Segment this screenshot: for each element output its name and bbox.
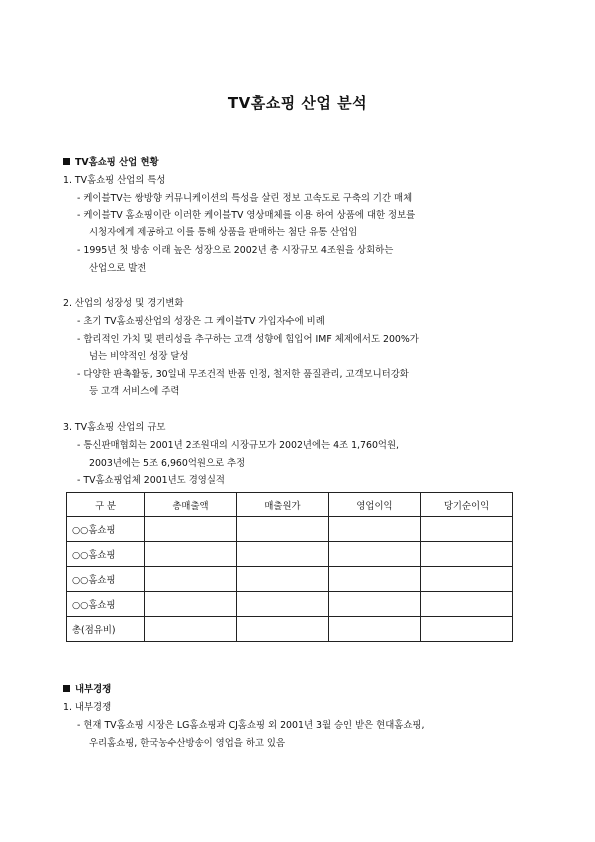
table-cell	[421, 617, 513, 642]
table-header-cell: 당기순이익	[421, 493, 513, 517]
table-cell	[237, 592, 329, 617]
section-heading-industry-status	[63, 157, 159, 169]
table-cell	[329, 567, 421, 592]
table-cell	[237, 617, 329, 642]
table-cell	[329, 592, 421, 617]
table-cell	[421, 542, 513, 567]
bullet-line: - 합리적인 가치 및 편리성을 추구하는 고객 성향에 힘입어 IMF 체제에서도 200%가	[77, 334, 419, 345]
table-cell	[145, 617, 237, 642]
table-row	[67, 592, 513, 617]
subsection-label: 1. 내부경쟁	[63, 702, 112, 713]
table-header-row	[67, 493, 513, 517]
table-row-label: ○○홈쇼핑	[67, 592, 145, 617]
bullet-continuation: 산업으로 발전	[89, 263, 147, 274]
table-cell	[421, 567, 513, 592]
table-cell	[145, 592, 237, 617]
bullet-continuation: 등 고객 서비스에 주력	[89, 386, 180, 397]
table-header-cell: 구 분	[67, 493, 145, 517]
bullet-line: - 케이블TV는 쌍방향 커뮤니케이션의 특성을 살린 정보 고속도로 구축의 기간 매체	[77, 193, 413, 204]
table-row	[67, 542, 513, 567]
square-bullet-icon	[63, 158, 70, 165]
table-cell	[329, 517, 421, 542]
table-cell	[421, 592, 513, 617]
section-heading-text: TV홈쇼핑 산업 현황	[75, 157, 159, 168]
table-cell	[145, 567, 237, 592]
performance-table	[66, 492, 513, 642]
bullet-continuation: 시청자에게 제공하고 이를 통해 상품을 판매하는 첨단 유통 산업임	[89, 227, 358, 238]
table-cell	[145, 517, 237, 542]
table-cell	[237, 517, 329, 542]
table-row	[67, 567, 513, 592]
section-heading-internal-competition	[63, 684, 111, 696]
table-row-total	[67, 617, 513, 642]
bullet-line: - 케이블TV 홈쇼핑이란 이러한 케이블TV 영상매체를 이용 하여 상품에 대한 정보를	[77, 210, 416, 221]
table-header-cell: 매출원가	[237, 493, 329, 517]
document-title: TV홈쇼핑 산업 분석	[227, 94, 368, 112]
table-cell	[145, 542, 237, 567]
bullet-line: - 다양한 판촉활동, 30일내 무조건적 반품 인정, 철저한 품질관리, 고객모니터강화	[77, 369, 409, 380]
table-cell	[237, 542, 329, 567]
section-heading-text: 내부경쟁	[75, 684, 112, 695]
bullet-line: - 1995년 첫 방송 이래 높은 성장으로 2002년 총 시장규모 4조원을 상회하는	[77, 245, 394, 256]
table-cell	[421, 517, 513, 542]
table-row-label: ○○홈쇼핑	[67, 517, 145, 542]
table-cell	[329, 542, 421, 567]
subsection-label: 1. TV홈쇼핑 산업의 특성	[63, 175, 166, 186]
table-header-cell: 총매출액	[145, 493, 237, 517]
table-row-label: ○○홈쇼핑	[67, 542, 145, 567]
table-cell	[237, 567, 329, 592]
table-cell	[329, 617, 421, 642]
bullet-line: - 초기 TV홈쇼핑산업의 성장은 그 케이블TV 가입자수에 비례	[77, 316, 325, 327]
bullet-continuation: 넘는 비약적인 성장 달성	[89, 351, 189, 362]
table-row	[67, 517, 513, 542]
bullet-continuation: 우리홈쇼핑, 한국농수산방송이 영업을 하고 있음	[89, 738, 286, 749]
bullet-continuation: 2003년에는 5조 6,960억원으로 추정	[89, 458, 246, 469]
table-row-label: ○○홈쇼핑	[67, 567, 145, 592]
square-bullet-icon	[63, 685, 70, 692]
bullet-line: - TV홈쇼핑업체 2001년도 경영실적	[77, 475, 225, 486]
bullet-line: - 현재 TV홈쇼핑 시장은 LG홈쇼핑과 CJ홈쇼핑 외 2001년 3월 승인 받은 현대홈쇼핑,	[77, 720, 425, 731]
table-header-cell: 영업이익	[329, 493, 421, 517]
table-row-label: 총(점유비)	[67, 617, 145, 642]
subsection-label: 2. 산업의 성장성 및 경기변화	[63, 298, 184, 309]
bullet-line: - 통신판매협회는 2001년 2조원대의 시장규모가 2002년에는 4조 1,760억원,	[77, 440, 400, 451]
subsection-label: 3. TV홈쇼핑 산업의 규모	[63, 422, 166, 433]
